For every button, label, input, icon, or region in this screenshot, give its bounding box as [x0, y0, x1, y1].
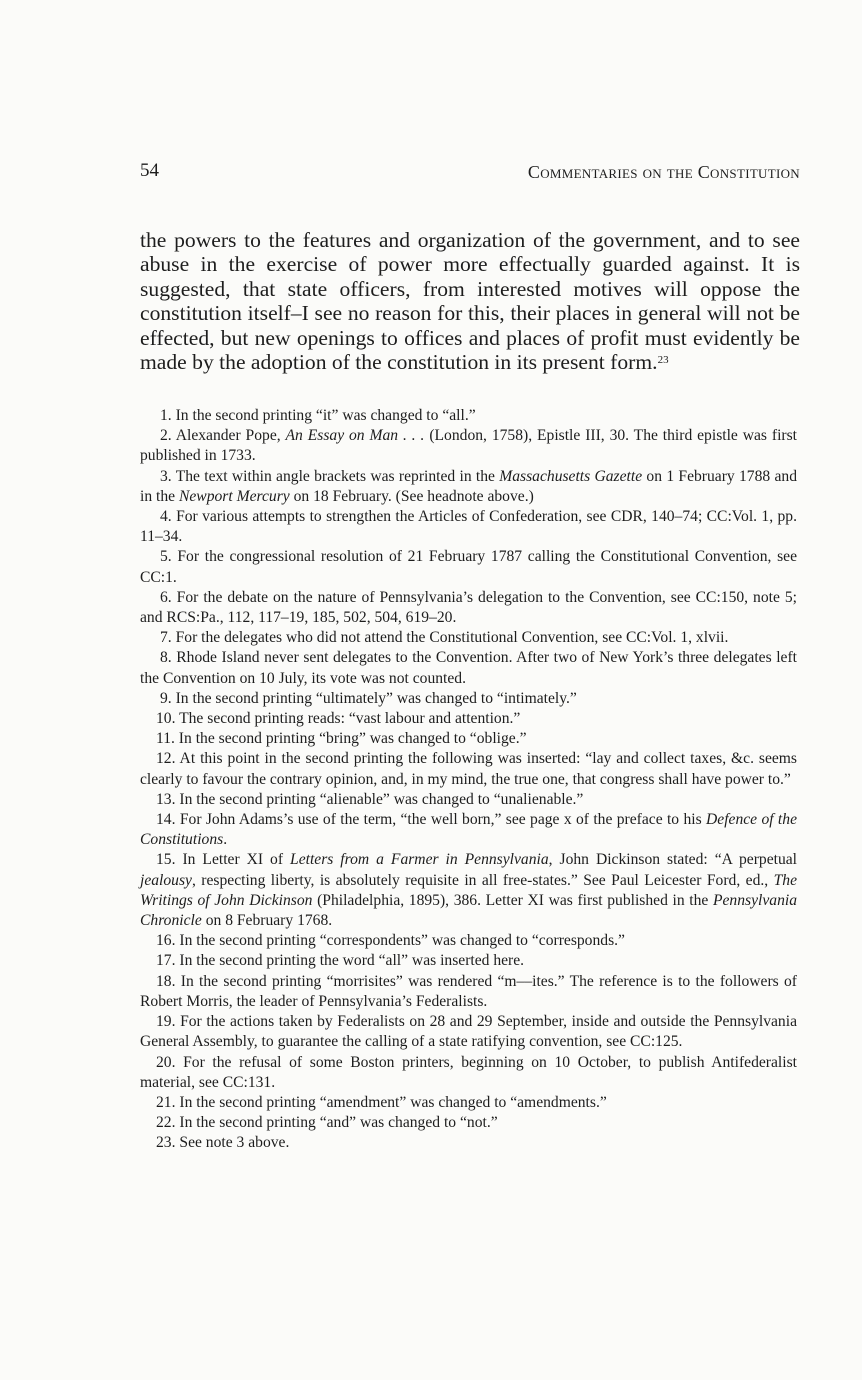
page-header: [140, 160, 800, 186]
endnote-1: 1. In the second printing “it” was changed to “all.”: [160, 407, 476, 424]
endnote-19: 19. For the actions taken by Federalists on 28 and 29 September, inside and outside the Pennsylvania General Assembly, to guarantee the calling of a state ratifying convention, see CC:125.: [140, 1013, 797, 1051]
endnote-17: 17. In the second printing the word “all” was inserted here.: [156, 952, 525, 970]
endnote-8: 8. Rhode Island never sent delegates to the Convention. After two of New York’s three delegates left the Convention on 10 July, its vote was not counted.: [140, 649, 797, 687]
body-paragraph-text: the powers to the features and organization of the government, and to see abuse in the exercise of power more effectually guarded against. It is suggested, that state officers, from interested motives will oppose the constitution itself–I see no reason for this, their places in general will not be effected, but new openings to offices and places of profit must evidently be made by the adoption of the constitution in its present form.: [140, 228, 800, 375]
endnote-18: 18. In the second printing “morrisites” was rendered “m––ites.” The reference is to the followers of Robert Morris, the leader of Pennsylvania’s Federalists.: [140, 972, 797, 1010]
endnote-5: 5. For the congressional resolution of 21 February 1787 calling the Constitutional Convention, see CC:1.: [140, 548, 797, 586]
endnote-16: 16. In the second printing “correspondents” was changed to “corresponds.”: [156, 932, 625, 950]
endnote-10: 10. The second printing reads: “vast labour and attention.”: [156, 710, 521, 728]
footnote-reference: 23: [657, 354, 669, 367]
endnote-4: 4. For various attempts to strengthen the Articles of Confederation, see CDR, 140–74; CC:Vol. 1, pp. 11–34.: [140, 508, 797, 546]
endnote-13: 13. In the second printing “alienable” was changed to “unalienable.”: [156, 790, 584, 808]
endnote-7: 7. For the delegates who did not attend the Constitutional Convention, see CC:Vol. 1, xlvii.: [160, 629, 729, 647]
endnote-11: 11. In the second printing “bring” was changed to “oblige.”: [156, 730, 527, 748]
endnote-9: 9. In the second printing “ultimately” was changed to “intimately.”: [160, 689, 577, 707]
page-number: 54: [140, 160, 159, 181]
endnote-23: 23. See note 3 above.: [156, 1134, 290, 1152]
endnote-14: 14. For John Adams’s use of the term, “the well born,” see page x of the preface to his Defence of the Constitutions.: [140, 811, 797, 849]
running-head: Commentaries on the Constitution: [527, 162, 800, 182]
endnote-22: 22. In the second printing “and” was changed to “not.”: [156, 1114, 498, 1132]
endnote-15: 15. In Letter XI of Letters from a Farmer in Pennsylvania, John Dickinson stated: “A perpetual jealousy, respecting liberty, is absolutely requisite in all free-states.” See Paul Leicester Ford, ed., The Writings of John Dickinson (Philadelphia, 1895), 386. Letter XI was first published in the Pennsylvania Chronicle on 8 February 1768.: [140, 851, 797, 930]
endnote-12: 12. At this point in the second printing the following was inserted: “lay and collect taxes, &c. seems clearly to favour the contrary opinion, and, in my mind, the true one, that congress shall have power to.”: [140, 750, 797, 788]
endnote-6: 6. For the debate on the nature of Pennsylvania’s delegation to the Convention, see CC:150, note 5; and RCS:Pa., 112, 117–19, 185, 502, 504, 619–20.: [140, 588, 797, 627]
endnote-3: 3. The text within angle brackets was reprinted in the Massachusetts Gazette on 1 February 1788 and in the Newport Mercury on 18 February. (See headnote above.): [140, 467, 797, 505]
endnote-20: 20. For the refusal of some Boston printers, beginning on 10 October, to publish Antifederalist material, see CC:131.: [140, 1053, 797, 1091]
endnote-21: 21. In the second printing “amendment” was changed to “amendments.”: [156, 1093, 607, 1111]
endnote-2: 2. Alexander Pope, An Essay on Man . . . (London, 1758), Epistle III, 30. The third epistle was first published in 1733.: [140, 427, 797, 465]
body-paragraph: [140, 228, 800, 374]
endnotes-list: [140, 406, 797, 1154]
